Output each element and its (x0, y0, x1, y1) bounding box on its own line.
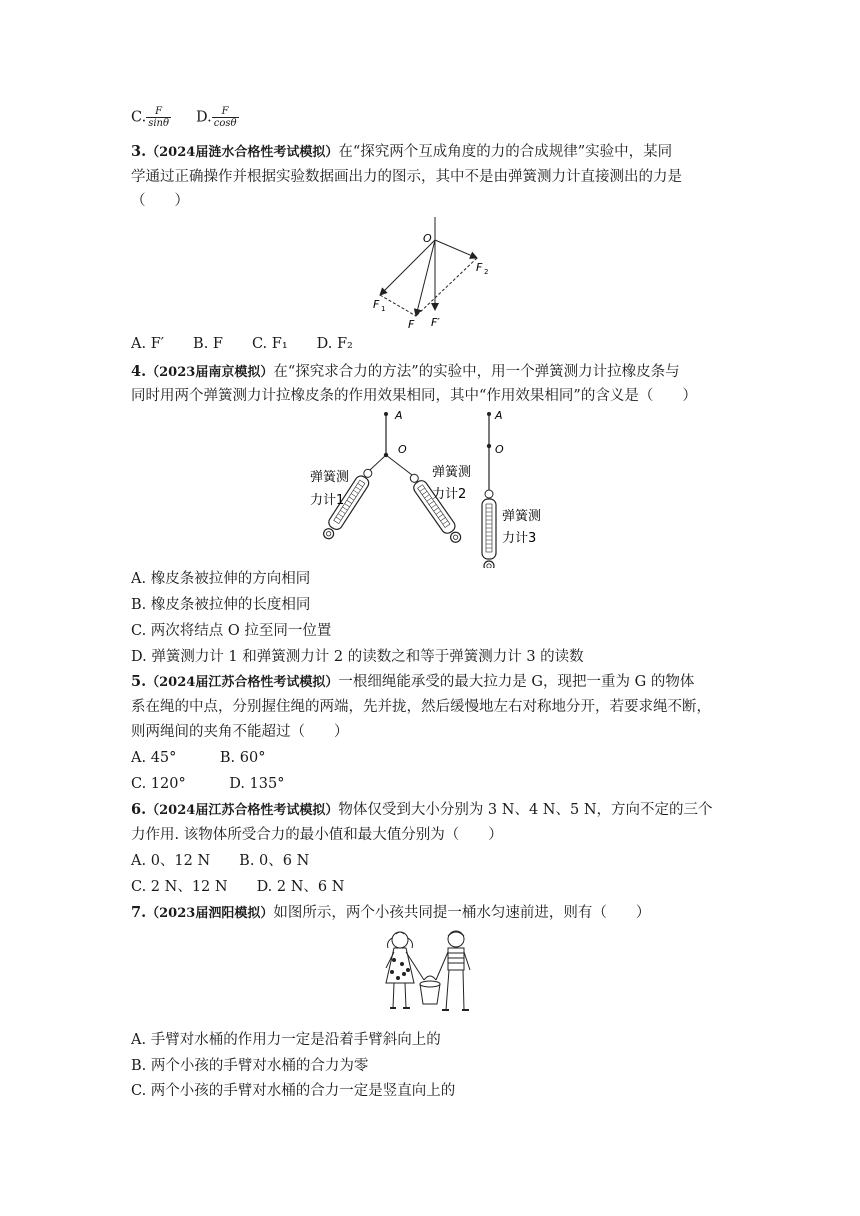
q7-bucket (420, 976, 440, 1004)
q4-label-scale3-a: 弹簧测 (502, 509, 542, 524)
q4-option-b: B. 橡皮条被拉伸的长度相同 (131, 597, 311, 613)
q4-label-scale1-a: 弹簧测 (310, 470, 350, 485)
q4-label-o-right: O (495, 443, 504, 456)
q5-options-cd: C. 120° D. 135° (131, 776, 285, 792)
q5-number: 5. (131, 673, 147, 690)
q2-c-numerator: F (146, 106, 171, 118)
q5-source: （2024届江苏合格性考试模拟） (146, 675, 339, 690)
q4-label-scale2-b: 力计2 (432, 487, 467, 502)
q3-label-f: F (408, 318, 415, 331)
q6-number: 6. (131, 801, 147, 818)
q2-d-numerator: F (212, 106, 239, 118)
q3-line2: 学通过正确操作并根据实验数据画出力的图示，其中不是由弹簧测力计直接测出的力是 (131, 169, 682, 185)
q3-line1 (131, 142, 672, 163)
q2-option-d-fraction (212, 106, 239, 129)
q6-line1 (131, 800, 713, 821)
q3-label-fprime: F′ (431, 316, 440, 329)
q3-dashed-2 (416, 258, 477, 316)
q2-option-c (131, 106, 171, 129)
q4-label-a-left: A (395, 409, 403, 422)
q2-c-denominator: sinθ (148, 118, 169, 129)
q4-option-c: C. 两次将结点 O 拉至同一位置 (131, 623, 332, 639)
q6-options-ab: A. 0、12 N B. 0、6 N (131, 853, 310, 869)
q2-option-c-label: C. (131, 109, 147, 126)
q4-line2: 同时用两个弹簧测力计拉橡皮条的作用效果相同，其中“作用效果相同”的含义是（ ） (131, 388, 697, 404)
q4-option-a: A. 橡皮条被拉伸的方向相同 (131, 571, 311, 587)
q6-line2: 力作用. 该物体所受合力的最小值和最大值分别为（ ） (131, 827, 503, 843)
q6-source: （2024届江苏合格性考试模拟） (146, 803, 339, 818)
q3-answer-paren: （ ） (131, 193, 189, 209)
q4-label-a-right: A (495, 409, 503, 422)
q5-line2: 系在绳的中点，分别握住绳的两端，先并拢，然后缓慢地左右对称地分开，若要求绳不断， (131, 699, 711, 715)
q4-label-scale1-b: 力计1 (310, 493, 345, 508)
q3-number: 3. (131, 143, 147, 160)
q2-option-d-label: D. (196, 109, 212, 126)
q4-text1: 在“探究求合力的方法”的实验中，用一个弹簧测力计拉橡皮条与 (273, 364, 680, 380)
q3-label-f1: F (373, 298, 380, 311)
q7-line1 (131, 903, 650, 924)
q4-number: 4. (131, 363, 147, 380)
q4-string-2 (386, 455, 412, 475)
q4-label-scale2-a: 弹簧测 (432, 465, 472, 480)
q7-number: 7. (131, 904, 147, 921)
q5-line3: 则两绳间的夹角不能超过（ ） (131, 724, 349, 740)
q3-f2-arrow (435, 240, 477, 258)
q6-options-cd: C. 2 N、12 N D. 2 N、6 N (131, 879, 345, 895)
q3-source: （2024届涟水合格性考试模拟） (146, 145, 339, 160)
q4-string-1 (370, 455, 386, 470)
q3-f-arrow (416, 240, 435, 316)
q7-children-bucket-illustration (378, 928, 478, 1020)
q3-f1-arrow (380, 240, 435, 295)
q7-text1: 如图所示，两个小孩共同提一桶水匀速前进，则有（ ） (273, 905, 651, 921)
q5-options-ab: A. 45° B. 60° (131, 750, 266, 766)
q5-line1 (131, 672, 694, 693)
q5-text1: 一根细绳能承受的最大拉力是 G，现把一重为 G 的物体 (338, 674, 695, 690)
q2-option-c-fraction (146, 106, 171, 129)
q7-option-c: C. 两个小孩的手臂对水桶的合力一定是竖直向上的 (131, 1083, 456, 1099)
q4-source: （2023届南京模拟） (146, 365, 274, 380)
q3-options: A. F′ B. F C. F₁ D. F₂ (131, 336, 353, 352)
q7-source: （2023届泗阳模拟） (146, 906, 274, 921)
q2-option-d (196, 106, 239, 129)
q4-option-d: D. 弹簧测力计 1 和弹簧测力计 2 的读数之和等于弹簧测力计 3 的读数 (131, 649, 584, 665)
q4-spring-scale-diagram (300, 408, 560, 568)
q4-spring-scale-3 (482, 490, 496, 568)
q3-label-f2-sub: 2 (484, 268, 489, 276)
q3-label-o: O (423, 232, 432, 245)
q3-label-f1-sub: 1 (381, 305, 386, 313)
q4-label-o-left: O (398, 443, 407, 456)
q4-label-scale3-b: 力计3 (502, 531, 537, 546)
q4-line1 (131, 362, 680, 383)
q2-d-denominator: cosθ (213, 118, 237, 129)
q3-force-diagram (360, 212, 510, 337)
q3-label-f2: F (476, 261, 483, 274)
q6-text1: 物体仅受到大小分别为 3 N、4 N、5 N，方向不定的三个 (338, 802, 713, 818)
q7-option-b: B. 两个小孩的手臂对水桶的合力为零 (131, 1058, 369, 1074)
q7-option-a: A. 手臂对水桶的作用力一定是沿着手臂斜向上的 (131, 1032, 441, 1048)
q3-text1: 在“探究两个互成角度的力的合成规律”实验中，某同 (338, 144, 673, 160)
